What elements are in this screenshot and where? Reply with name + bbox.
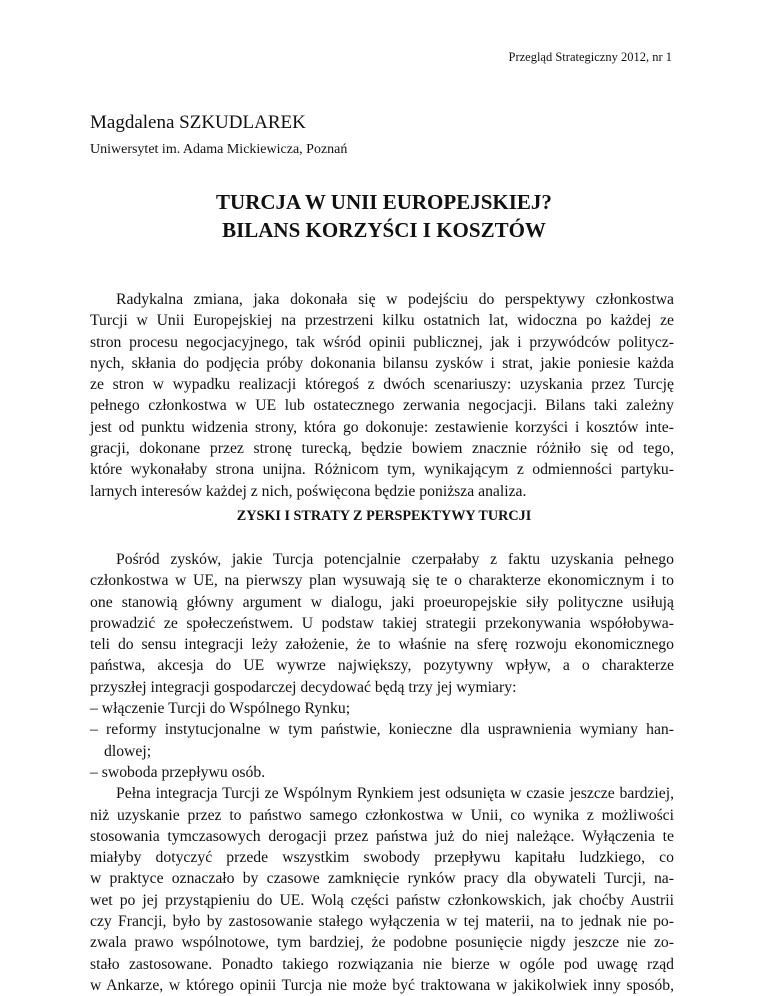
list-item: – reformy instytucjonalne w tym państwie, konieczne dla usprawnienia wymiany han- (90, 721, 674, 739)
abstract-line: jest od punktu widzenia strony, która go dokonuje: zestawienie korzyści i kosztów inte- (90, 418, 674, 436)
body-line: Pośród zysków, jakie Turcja potencjalnie czerpałaby z faktu uzyskania pełnego (116, 551, 674, 568)
body-line: stosowania tymczasowych derogacji przez państwa już do niej należące. Wyłączenia te (90, 827, 674, 845)
body-line: w praktyce oznaczało by czasowe zamknięcie rynków pracy dla obywateli Turcji, na- (90, 870, 674, 888)
body-paragraph (90, 549, 674, 996)
body-line: one stanowią główny argument w dialogu, jaki proeuropejskie siły polityczne usiłują (90, 593, 674, 611)
author-affiliation: Uniwersytet im. Adama Mickiewicza, Poznań (90, 142, 348, 157)
section-heading: ZYSKI I STRATY Z PERSPEKTYWY TURCJI (236, 508, 532, 524)
body-line: państwa, akcesja do UE wywrze największy, pozytywny wpływ, a o charakterze (90, 657, 674, 675)
body-line: członkostwa w UE, na pierwszy plan wysuwają się te o charakterze ekonomicznym i to (90, 572, 674, 590)
list-item-continuation: dlowej; (104, 742, 152, 760)
title-line-1: TURCJA W UNII EUROPEJSKIEJ? (216, 190, 552, 214)
list-item: – swoboda przepływu osób. (90, 763, 266, 781)
abstract-line: gracji, dokonane przez stronę turecką, będzie bowiem znacznie różniło się od tego, (90, 440, 674, 458)
body-line: przyszłej integracji gospodarczej decydować będą trzy jej wymiary: (90, 678, 517, 696)
body-line: zwala prawo wspólnotowe, tym bardziej, że podobne posunięcie nigdy jeszcze nie zo- (90, 934, 674, 952)
body-line: stało zastosowane. Ponadto takiego rozwiązania nie bierze w ogóle pod uwagę rząd (90, 955, 674, 973)
body-line: prowadzić ze społeczeństwem. U podstaw takiej strategii przekonywania współobywa- (90, 614, 674, 632)
body-line: czy Francji, było by zastosowanie stałego wyłączenia w tej materii, na to jednak nie po- (90, 913, 674, 931)
abstract-line: ze stron w wypadku realizacji któregoś z dwóch scenariuszy: uzyskania przez Turcję (90, 376, 674, 394)
abstract-line: Radykalna zmiana, jaka dokonała się w podejściu do perspektywy członkostwa (116, 291, 674, 308)
author-name: Magdalena SZKUDLAREK (90, 112, 306, 133)
abstract-paragraph (90, 289, 674, 502)
list-item: – włączenie Turcji do Wspólnego Rynku; (90, 700, 351, 718)
body-line: Pełna integracja Turcji ze Wspólnym Rynkiem jest odsunięta w czasie jeszcze bardziej, (116, 785, 674, 803)
abstract-line: Turcji w Unii Europejskiej na przestrzeni kilku ostatnich lat, widoczna po każdej ze (90, 312, 674, 330)
body-line: w Ankarze, w którego opinii Turcja nie może być traktowana w jakikolwiek inny sposób, (90, 976, 674, 994)
body-line: teli do sensu integracji leży założenie, że to właśnie na sferę rozwoju ekonomicznego (90, 636, 674, 654)
body-line: miałyby dotyczyć przede wszystkim swobody przepływu kapitału ludzkiego, co (90, 849, 674, 867)
title-line-2: BILANS KORZYŚCI I KOSZTÓW (222, 218, 546, 242)
abstract-line: które wykonałaby strona unijna. Różnicom tym, wynikającym z odmienności partyku- (90, 461, 674, 479)
abstract-line: larnych interesów każdej z nich, poświęcona będzie poniższa analiza. (90, 482, 527, 500)
abstract-line: stron procesu negocjacyjnego, tak wśród opinii publicznej, jak i przywódców politycz- (90, 333, 674, 351)
running-header: Przegląd Strategiczny 2012, nr 1 (508, 50, 672, 64)
abstract-line: nych, skłania do podjęcia próby dokonania bilansu zysków i strat, jakie poniesie każda (90, 354, 674, 372)
article-title (0, 188, 768, 244)
body-line: niż uzyskanie przez to państwo samego członkostwa w Unii, co wynika z możliwości (90, 806, 674, 824)
body-line: wet po jej przystąpieniu do UE. Wolą części państw członkowskich, jak choćby Austrii (90, 891, 674, 909)
abstract-line: pełnego członkostwa w UE lub ostatecznego zerwania negocjacji. Bilans taki zależny (90, 397, 674, 415)
